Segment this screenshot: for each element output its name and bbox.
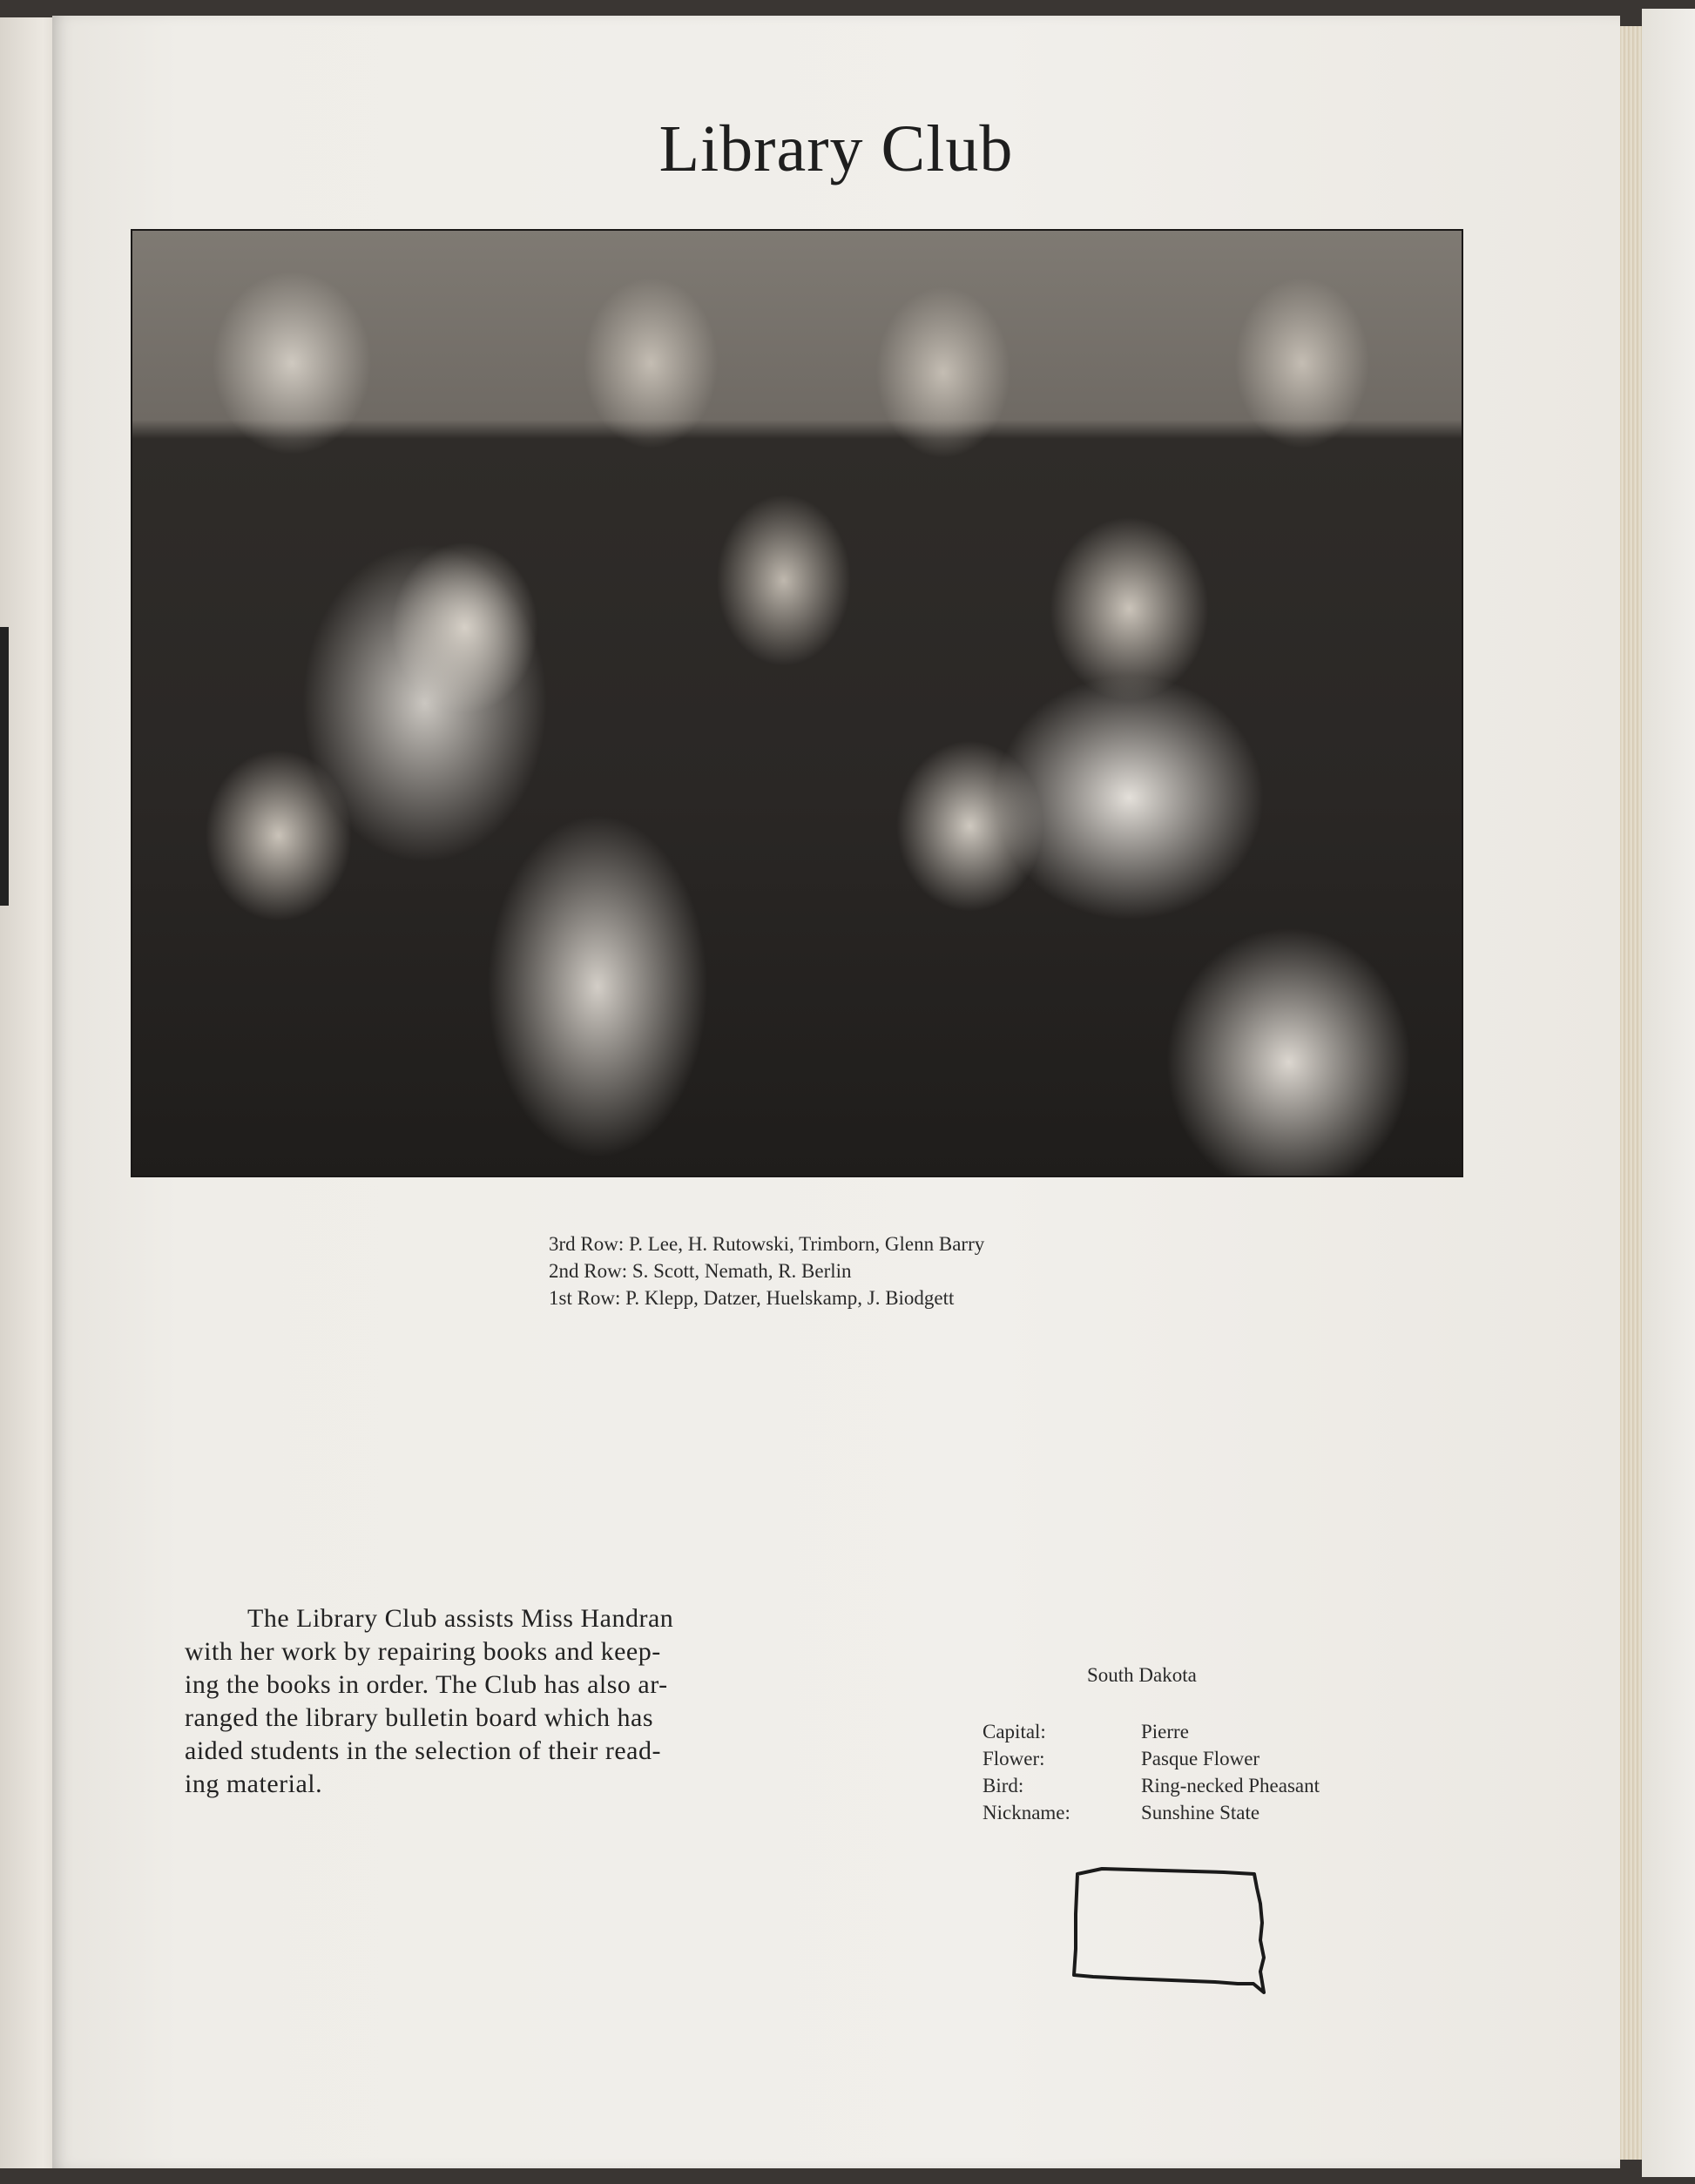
state-box-title: South Dakota [1087, 1664, 1197, 1686]
back-cover [1642, 9, 1695, 2177]
fact-value: Pierre [1141, 1721, 1189, 1742]
caption-row-3: 3rd Row: P. Lee, H. Rutowski, Trimborn, Glenn Barry [549, 1233, 985, 1255]
left-page-image-edge [0, 627, 9, 906]
description-line: with her work by repairing books and keep- [185, 1637, 661, 1666]
south-dakota-outline-icon [1067, 1862, 1276, 2001]
fact-label: Bird: [983, 1775, 1024, 1796]
fact-value: Sunshine State [1141, 1802, 1260, 1823]
caption-row-1: 1st Row: P. Klepp, Datzer, Huelskamp, J. Biodgett [549, 1287, 955, 1309]
description-line: ing material. [185, 1769, 323, 1798]
state-facts [983, 1718, 1320, 1826]
photo-caption [549, 1230, 984, 1311]
page-title: Library Club [658, 112, 1014, 185]
fact-row-bird [983, 1772, 1320, 1799]
fact-value: Pasque Flower [1141, 1748, 1260, 1769]
caption-row-2: 2nd Row: S. Scott, Nemath, R. Berlin [549, 1260, 852, 1282]
fact-row-flower [983, 1745, 1320, 1772]
description-line: ing the books in order. The Club has also ar- [185, 1670, 668, 1699]
yearbook-page [52, 16, 1620, 2168]
fact-label: Capital: [983, 1721, 1046, 1742]
description-line: ranged the library bulletin board which has [185, 1703, 654, 1732]
fact-row-capital [983, 1718, 1320, 1745]
description-line: aided students in the selection of their read- [185, 1736, 661, 1765]
description-line: The Library Club assists Miss Handran [247, 1604, 674, 1633]
club-description [185, 1602, 812, 1801]
fact-value: Ring-necked Pheasant [1141, 1775, 1320, 1796]
fact-row-nickname [983, 1799, 1320, 1826]
club-group-photo [131, 229, 1463, 1177]
fact-label: Nickname: [983, 1802, 1070, 1823]
fact-label: Flower: [983, 1748, 1045, 1769]
